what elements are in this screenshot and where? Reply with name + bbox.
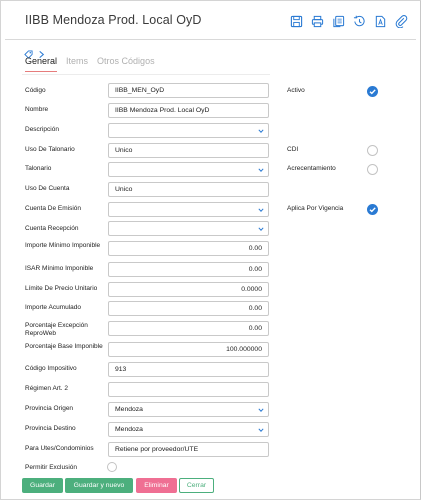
chevron-down-icon — [258, 427, 264, 433]
attach-icon[interactable] — [392, 12, 410, 30]
nombre-label: Nombre — [25, 106, 49, 113]
porcentaje-excepcion-field[interactable]: 0.00 — [108, 321, 269, 336]
codigo-impositivo-field[interactable]: 913 — [108, 362, 269, 377]
acrecentamiento-checkbox[interactable] — [367, 164, 378, 175]
guardar-button[interactable]: Guardar — [22, 478, 63, 493]
isar-minimo-label: ISAR Mínimo Imponible — [25, 265, 94, 272]
pdf-icon[interactable] — [371, 12, 389, 30]
importe-minimo-label: Importe Mínimo Imponible — [25, 242, 101, 249]
cuenta-recepcion-select[interactable] — [108, 221, 269, 236]
regimen-field[interactable] — [108, 382, 269, 397]
provincia-origen-label: Provincia Origen — [25, 405, 74, 412]
header-divider — [5, 39, 416, 40]
tab-divider — [22, 74, 270, 75]
activo-label: Activo — [287, 87, 305, 94]
regimen-label: Régimen Art. 2 — [25, 385, 68, 392]
acrecentamiento-label: Acrecentamiento — [287, 165, 336, 172]
porcentaje-base-label: Porcentaje Base Imponible — [25, 343, 103, 350]
activo-checkbox[interactable] — [367, 86, 378, 97]
copy-icon[interactable] — [329, 12, 347, 30]
talonario-select[interactable] — [108, 162, 269, 177]
cuenta-emision-label: Cuenta De Emisión — [25, 205, 81, 212]
limite-precio-label: Límite De Precio Unitario — [25, 285, 98, 292]
cdi-label: CDI — [287, 146, 299, 153]
page-title: IIBB Mendoza Prod. Local OyD — [25, 13, 202, 27]
provincia-destino-select[interactable] — [108, 422, 269, 437]
provincia-origen-value: Mendoza — [115, 406, 143, 413]
header — [1, 1, 420, 39]
cdi-checkbox[interactable] — [367, 145, 378, 156]
importe-acumulado-label: Importe Acumulado — [25, 304, 82, 311]
uso-talonario-label: Uso De Talonario — [25, 146, 75, 153]
aplica-vigencia-checkbox[interactable] — [367, 204, 378, 215]
codigo-label: Código — [25, 87, 46, 94]
talonario-label: Talonario — [25, 165, 52, 172]
permitir-exclusion-checkbox[interactable] — [107, 462, 117, 472]
limite-precio-field[interactable]: 0.0000 — [108, 282, 269, 297]
provincia-destino-value: Mendoza — [115, 426, 143, 433]
eliminar-button[interactable]: Eliminar — [136, 478, 177, 493]
cuenta-recepcion-label: Cuenta Recepción — [25, 225, 79, 232]
codigo-impositivo-label: Código Impositivo — [25, 365, 77, 372]
check-icon — [367, 204, 378, 215]
tab-otros-codigos[interactable]: Otros Códigos — [97, 56, 155, 66]
cerrar-button[interactable]: Cerrar — [179, 478, 214, 493]
porcentaje-excepcion-label: Porcentaje Excepción ReproWeb — [25, 322, 88, 337]
isar-minimo-field[interactable]: 0.00 — [108, 262, 269, 277]
tab-general[interactable]: General — [25, 56, 57, 72]
tab-bar — [25, 56, 155, 72]
descripcion-select[interactable] — [108, 123, 269, 138]
chevron-down-icon — [258, 407, 264, 413]
provincia-destino-label: Provincia Destino — [25, 425, 76, 432]
provincia-origen-select[interactable] — [108, 402, 269, 417]
chevron-down-icon — [258, 128, 264, 134]
permitir-exclusion-label: Permitir Exclusión — [25, 464, 78, 471]
chevron-down-icon — [258, 167, 264, 173]
para-utes-field[interactable]: Retiene por proveedor/UTE — [108, 442, 269, 457]
uso-cuenta-label: Uso De Cuenta — [25, 185, 70, 192]
importe-acumulado-field[interactable]: 0.00 — [108, 301, 269, 316]
aplica-vigencia-label: Aplica Por Vigencia — [287, 205, 344, 212]
porcentaje-base-field[interactable]: 100.000000 — [108, 342, 269, 357]
importe-minimo-field[interactable]: 0.00 — [108, 241, 269, 256]
chevron-down-icon — [258, 207, 264, 213]
uso-cuenta-field[interactable]: Unico — [108, 182, 269, 197]
history-icon[interactable] — [350, 12, 368, 30]
uso-talonario-field[interactable]: Unico — [108, 143, 269, 158]
cuenta-emision-select[interactable] — [108, 202, 269, 217]
print-icon[interactable] — [308, 12, 326, 30]
codigo-field[interactable]: IIBB_MEN_OyD — [108, 83, 269, 98]
para-utes-label: Para Utes/Condominios — [25, 445, 94, 452]
nombre-field[interactable]: IIBB Mendoza Prod. Local OyD — [108, 103, 269, 118]
chevron-down-icon — [258, 226, 264, 232]
toolbar — [284, 12, 410, 30]
check-icon — [367, 86, 378, 97]
guardar-y-nuevo-button[interactable]: Guardar y nuevo — [65, 478, 133, 493]
save-icon[interactable] — [287, 12, 305, 30]
tab-items[interactable]: Items — [66, 56, 89, 66]
descripcion-label: Descripción — [25, 126, 59, 133]
